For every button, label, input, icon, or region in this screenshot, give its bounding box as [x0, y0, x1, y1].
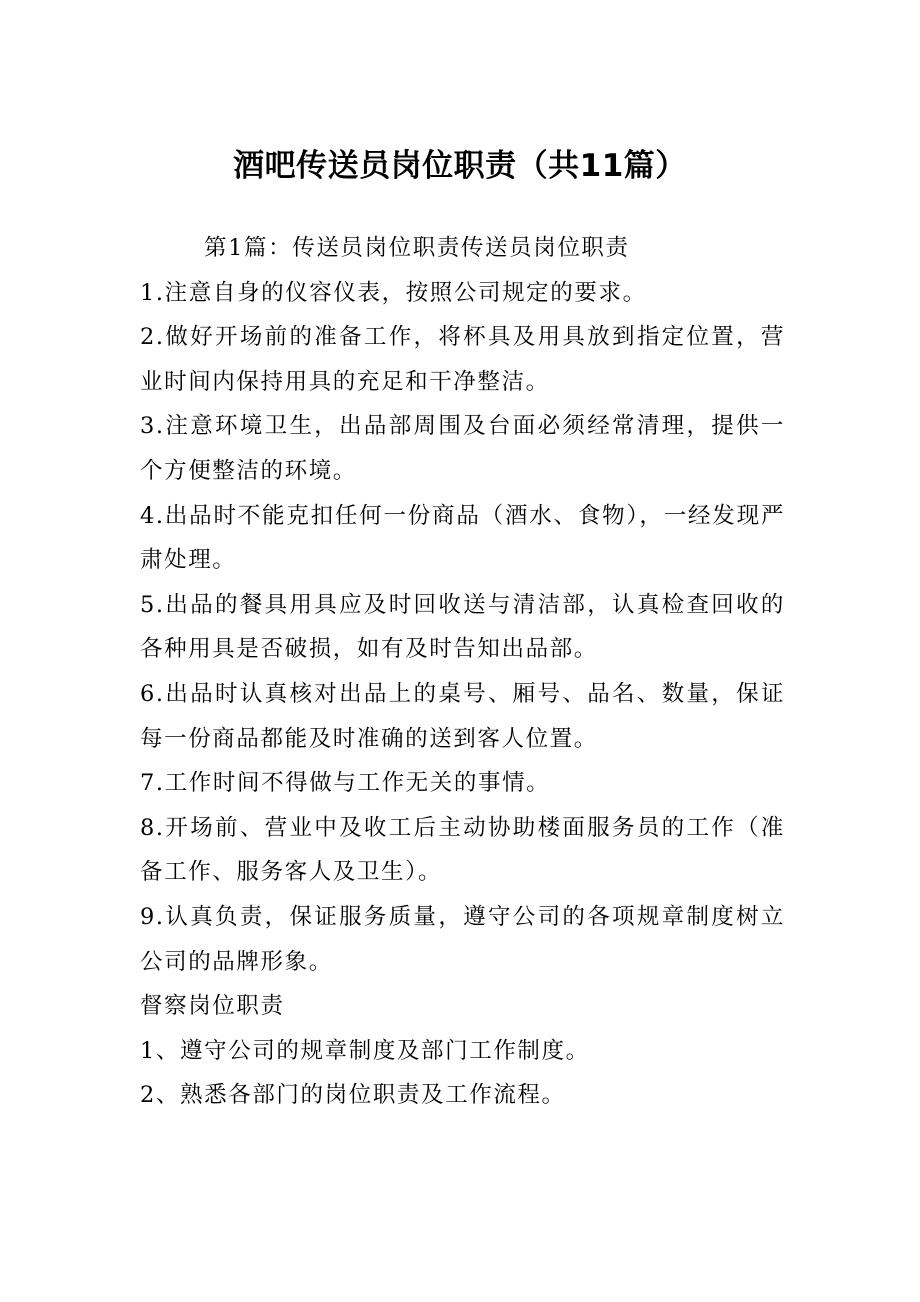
paragraph-item-3: 3.注意环境卫生，出品部周围及台面必须经常清理，提供一个方便整洁的环境。	[140, 413, 785, 484]
paragraph-item-8: 8.开场前、营业中及收工后主动协助楼面服务员的工作（准备工作、服务客人及卫生）。	[140, 814, 785, 886]
paragraph-duty-1: 1、遵守公司的规章制度及部门工作制度。	[140, 1037, 590, 1064]
paragraph-item-6: 6.出品时认真核对出品上的桌号、厢号、品名、数量，保证每一份商品都能及时准确的送到客人位置。	[140, 680, 785, 752]
paragraph-subheading: 督察岗位职责	[140, 993, 285, 1020]
paragraph-section-heading: 第1篇：传送员岗位职责传送员岗位职责	[204, 235, 630, 261]
document-body	[140, 226, 785, 1118]
paragraph-item-1: 1.注意自身的仪容仪表，按照公司规定的要求。	[140, 279, 647, 306]
paragraph-item-5: 5.出品的餐具用具应及时回收送与清洁部，认真检查回收的各种用具是否破损，如有及时告知出品部。	[140, 591, 785, 663]
paragraph-duty-2: 2、熟悉各部门的岗位职责及工作流程。	[140, 1082, 566, 1109]
paragraph-item-7: 7.工作时间不得做与工作无关的事情。	[140, 770, 551, 797]
paragraph-item-2: 2.做好开场前的准备工作，将杯具及用具放到指定位置，营业时间内保持用具的充足和干净整洁。	[140, 324, 785, 395]
paragraph-item-4: 4.出品时不能克扣任何一份商品（酒水、食物），一经发现严肃处理。	[140, 502, 785, 574]
paragraph-item-9: 9.认真负责，保证服务质量，遵守公司的各项规章制度树立公司的品牌形象。	[140, 903, 785, 975]
document-title: 酒吧传送员岗位职责（共11篇）	[233, 148, 687, 184]
